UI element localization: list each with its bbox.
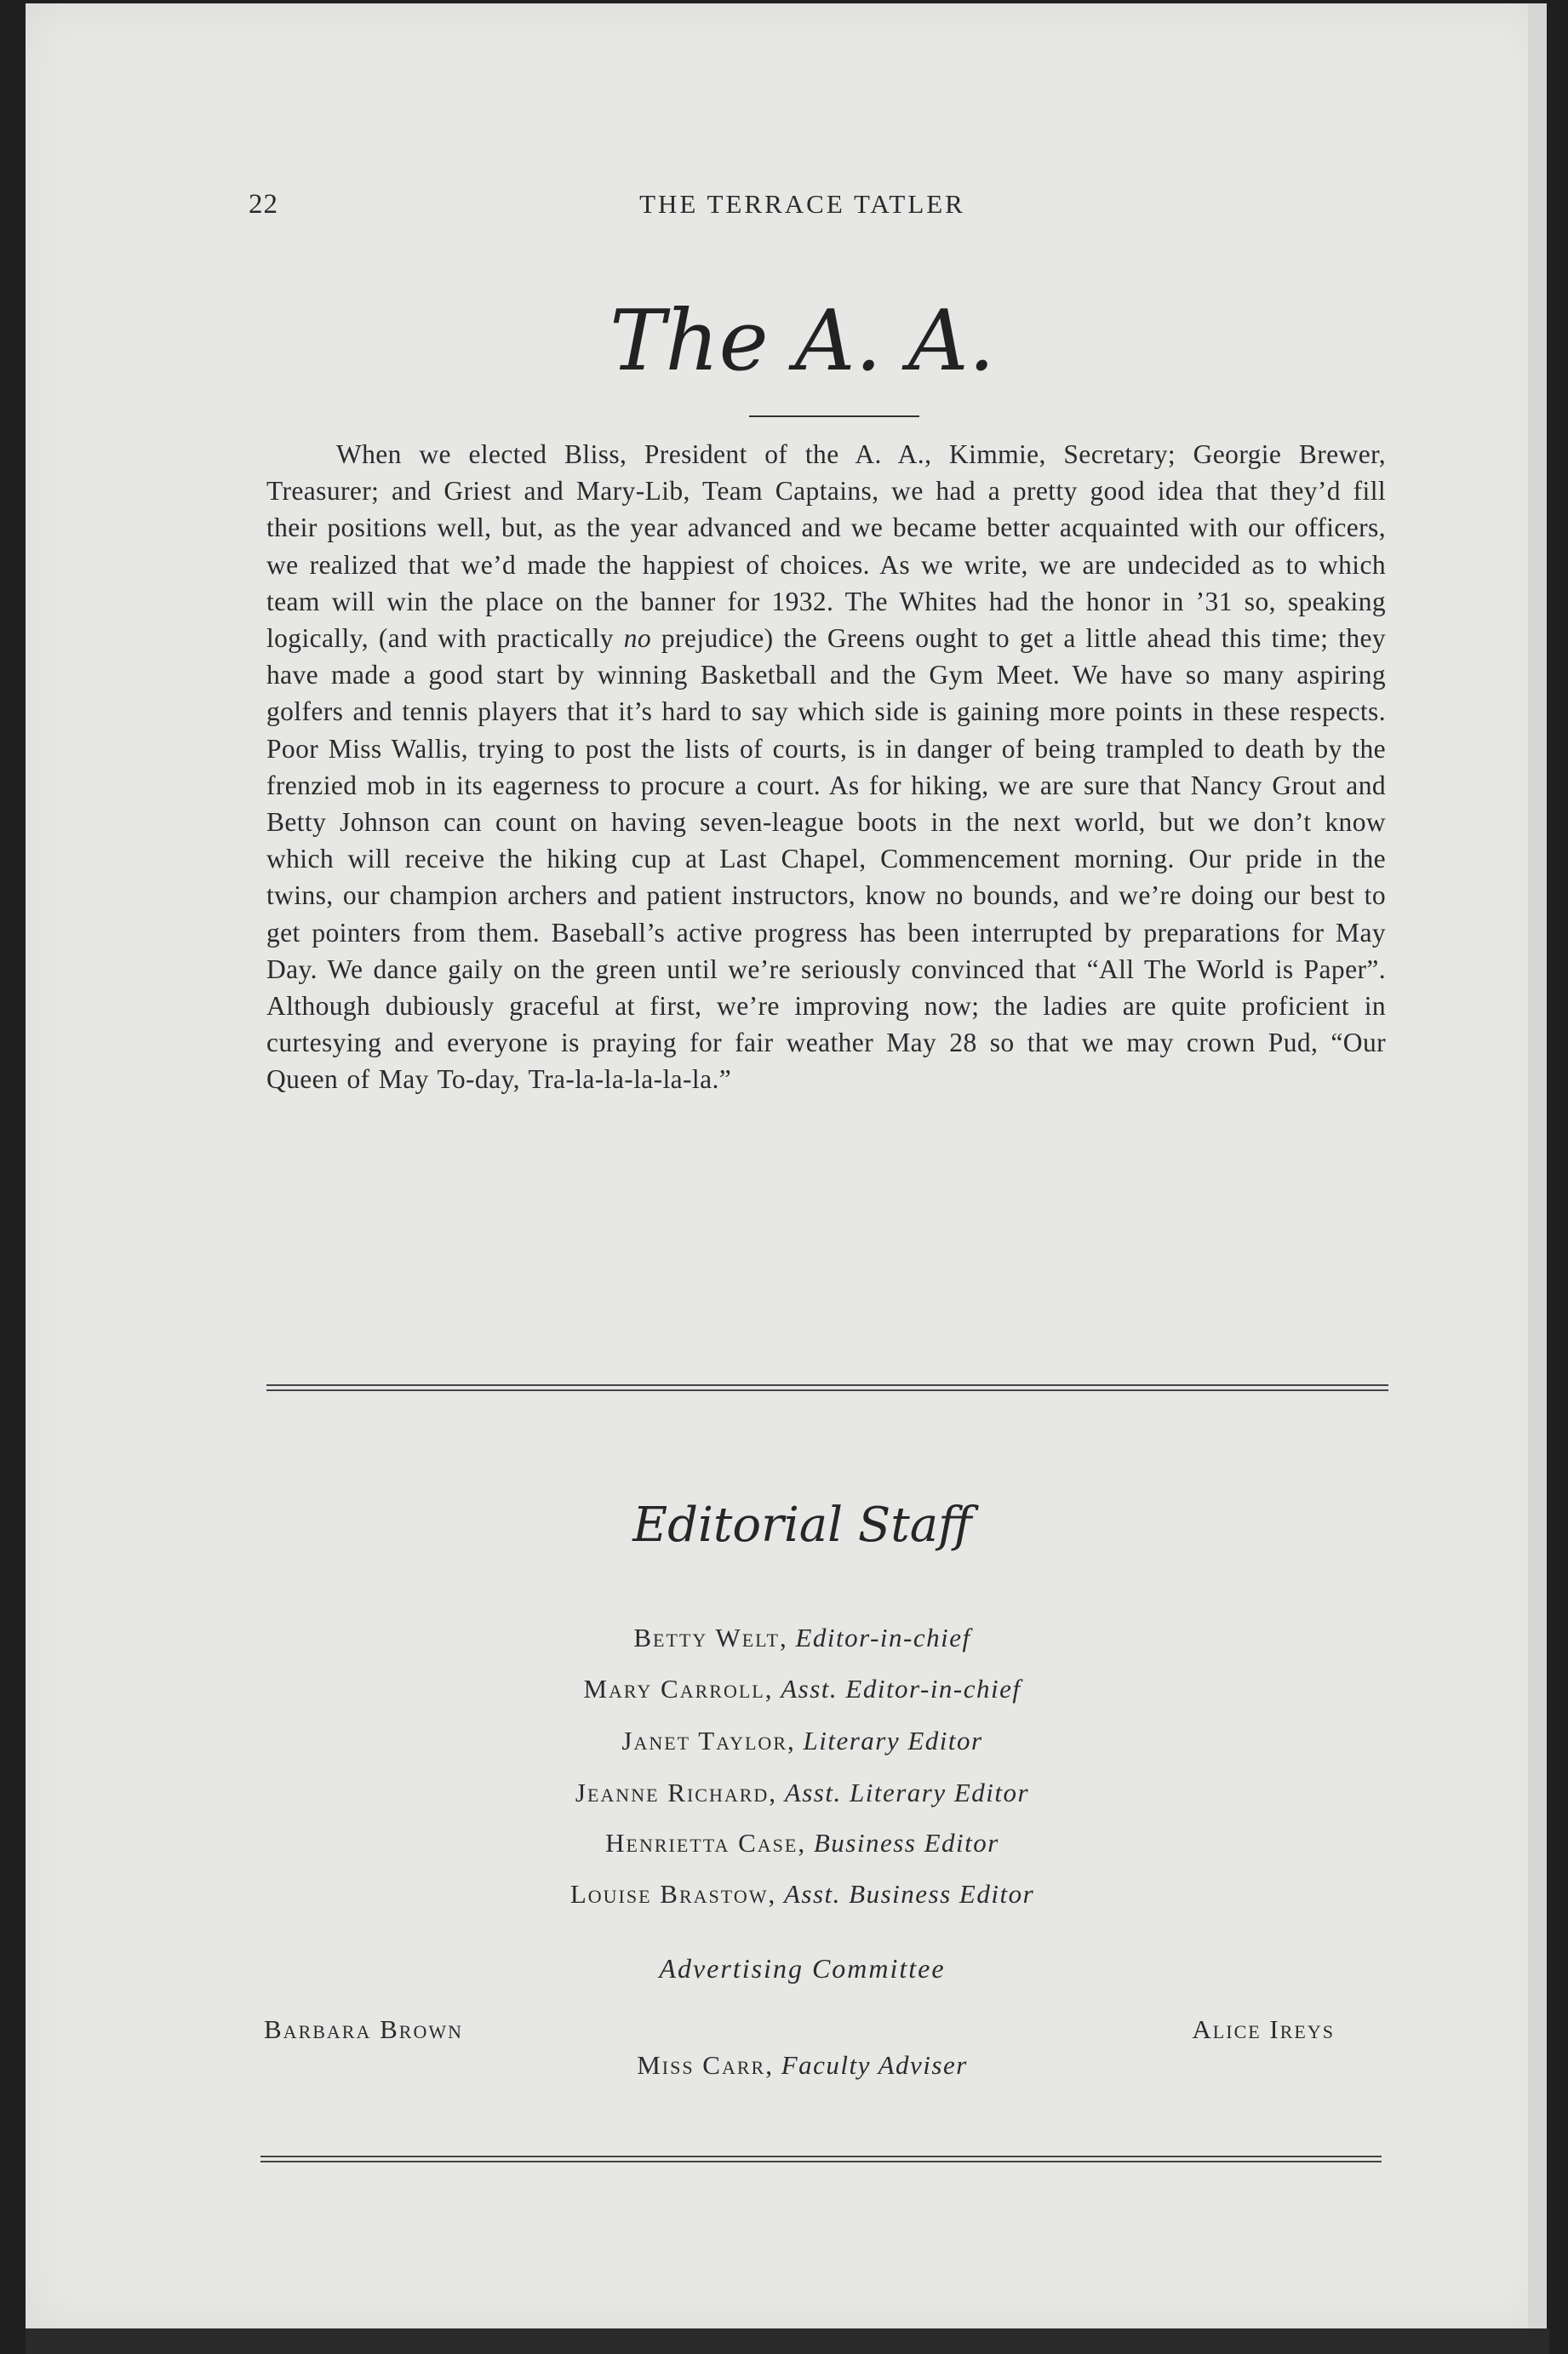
staff-name: Betty Welt [633, 1623, 780, 1652]
staff-role: Literary Editor [803, 1726, 983, 1755]
page-number: 22 [249, 189, 278, 220]
section-divider [266, 1384, 1388, 1391]
staff-role: Editor-in-chief [795, 1623, 971, 1652]
committee-member-left: Barbara Brown [264, 2014, 464, 2044]
staff-role: Asst. Editor-in-chief [781, 1674, 1021, 1704]
page-sheet [26, 3, 1545, 2332]
page-edge [1528, 3, 1547, 2332]
staff-member: Janet Taylor, Literary Editor [621, 1726, 983, 1755]
staff-name: Henrietta Case [605, 1828, 798, 1858]
title-rule [749, 415, 919, 417]
article-body-emphasis: no [623, 623, 652, 654]
staff-role: Asst. Business Editor [783, 1879, 1035, 1909]
staff-member: Betty Welt, Editor-in-chief [633, 1623, 971, 1652]
staff-name: Mary Carroll [583, 1674, 765, 1704]
journal-title: THE TERRACE TATLER [639, 189, 965, 219]
staff-role: Asst. Literary Editor [784, 1778, 1030, 1807]
staff-member: Louise Brastow, Asst. Business Editor [569, 1879, 1035, 1909]
adviser-name: Miss Carr [637, 2050, 766, 2080]
staff-role: Business Editor [813, 1828, 999, 1858]
article-body-part-1: When we elected Bliss, President of the A. A., Kimmie, Secretary; Georgie Brewer, Treasurer; and Griest and Mary-Lib, Team Captains, we had a pretty good idea that they’d fill their positions well, but, as the year advanced and we became better acquainted with our officers, we realized that we’d made the happiest of choices. As we write, we are undecided as to which team will win the place on the banner for 1932. The Whites had the honor in ’31 so, speaking logically, (and with practically [266, 439, 1386, 654]
faculty-adviser: Miss Carr, Faculty Adviser [637, 2050, 968, 2080]
page-bottom-shadow [26, 2328, 1549, 2354]
running-head [26, 189, 1545, 223]
bottom-divider [260, 2156, 1382, 2162]
adviser-role: Faculty Adviser [781, 2050, 968, 2080]
advertising-committee-heading: Advertising Committee [659, 1953, 946, 1984]
staff-name: Louise Brastow [569, 1879, 769, 1909]
article-body-part-2: prejudice) the Greens ought to get a little ahead this time; they have made a good start by winning Basketball and the Gym Meet. We have so many aspiring golfers and tennis players that it’s hard to say which side is gaining more points in these respects. Poor Miss Wallis, trying to post the lists of courts, is in danger of being trampled to death by the frenzied mob in its eagerness to procure a court. As for hiking, we are sure that Nancy Grout and Betty Johnson can count on having seven-league boots in the next world, but we don’t know which will receive the hiking cup at Last Chapel, Commencement morning. Our pride in the twins, our champion archers and patient instructors, know no bounds, and we’re doing our best to get pointers from them. Baseball’s active progress has been interrupted by preparations for May Day. We dance gaily on the green until we’re seriously convinced that “All The World is Paper”. Although dubiously graceful at first, we’re improving now; the ladies are quite proficient in curtesying and everyone is praying for fair weather May 28 so that we may crown Pud, “Our Queen of May To-day, Tra-la-la-la-la-la.” [266, 623, 1386, 1095]
staff-member: Henrietta Case, Business Editor [605, 1828, 999, 1858]
staff-name: Jeanne Richard [575, 1778, 770, 1807]
article-title: The A. A. [609, 293, 995, 390]
committee-member-right: Alice Ireys [1192, 2014, 1335, 2044]
editorial-staff-heading: Editorial Staff [632, 1498, 972, 1553]
staff-member: Jeanne Richard, Asst. Literary Editor [575, 1778, 1030, 1807]
staff-name: Janet Taylor [621, 1726, 787, 1755]
article-body [266, 436, 1386, 1098]
staff-member: Mary Carroll, Asst. Editor-in-chief [583, 1674, 1021, 1704]
